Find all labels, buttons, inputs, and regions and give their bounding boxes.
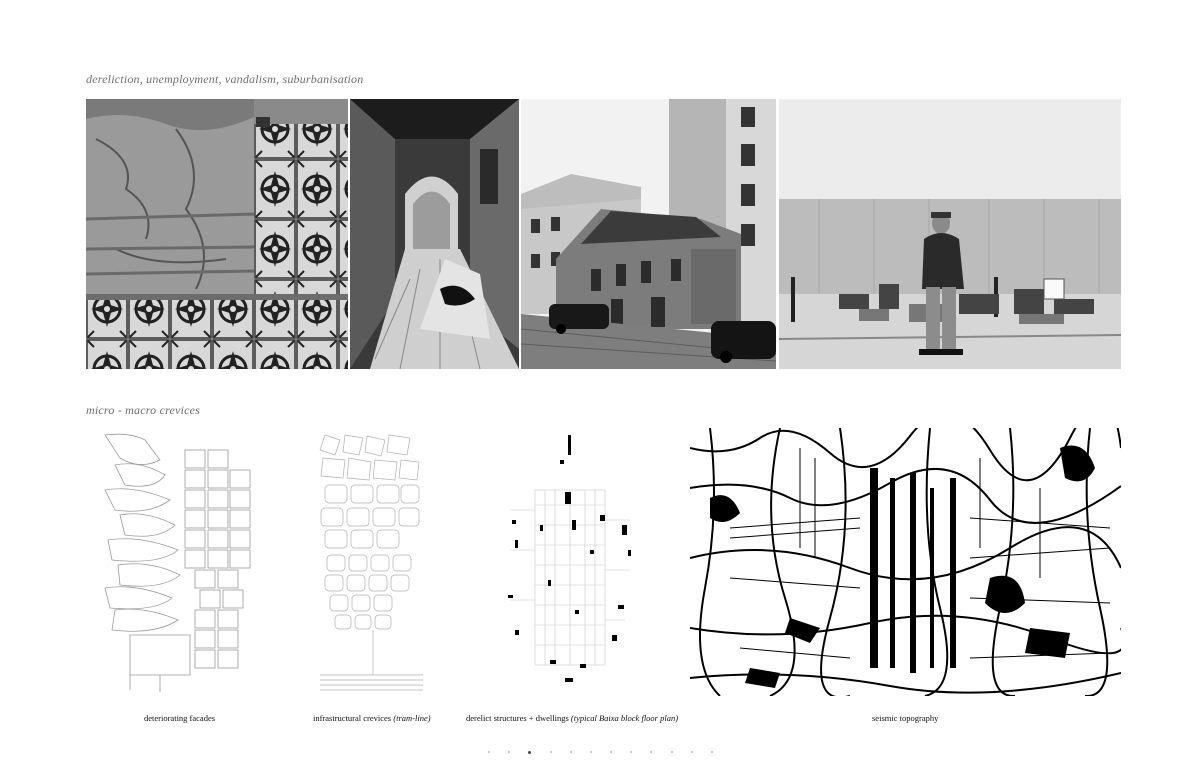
photo-alley-archway bbox=[350, 99, 519, 369]
drawing-baixa-floor-plan bbox=[500, 430, 640, 685]
photo-tiled-facade bbox=[86, 99, 348, 369]
photo-derelict-street bbox=[521, 99, 776, 369]
page-dot[interactable] bbox=[630, 751, 632, 753]
page-dot[interactable] bbox=[671, 751, 673, 753]
page-dot[interactable] bbox=[711, 751, 713, 753]
caption-derelict-structures bbox=[466, 713, 678, 723]
caption-seismic-topography: seismic topography bbox=[872, 713, 939, 723]
drawing-tram-line-crevices bbox=[315, 430, 425, 695]
photo-street-vendor bbox=[779, 99, 1121, 369]
page-dot[interactable] bbox=[550, 751, 552, 753]
caption-note: (typical Baixa block floor plan) bbox=[570, 713, 679, 723]
caption-infrastructural-crevices bbox=[313, 713, 431, 723]
page-dot[interactable] bbox=[691, 751, 693, 753]
page-dot[interactable] bbox=[590, 751, 592, 753]
page-dot[interactable] bbox=[650, 751, 652, 753]
page-dot[interactable] bbox=[508, 751, 510, 753]
drawing-seismic-topography bbox=[690, 428, 1121, 696]
section-title-crevices: micro - macro crevices bbox=[86, 403, 201, 417]
page-dot[interactable] bbox=[570, 751, 572, 753]
page-dot[interactable] bbox=[528, 751, 531, 754]
caption-note: (tram-line) bbox=[393, 713, 431, 723]
pagination-dots[interactable] bbox=[488, 749, 713, 755]
section-title-dereliction: dereliction, unemployment, vandalism, suburbanisation bbox=[86, 72, 364, 86]
caption-main: infrastructural crevices bbox=[313, 713, 394, 723]
page-dot[interactable] bbox=[610, 751, 612, 753]
page-dot[interactable] bbox=[488, 751, 490, 753]
drawing-deteriorating-facades bbox=[100, 430, 260, 695]
caption-main: derelict structures + dwellings bbox=[466, 713, 571, 723]
caption-deteriorating-facades: deteriorating facades bbox=[144, 713, 216, 723]
